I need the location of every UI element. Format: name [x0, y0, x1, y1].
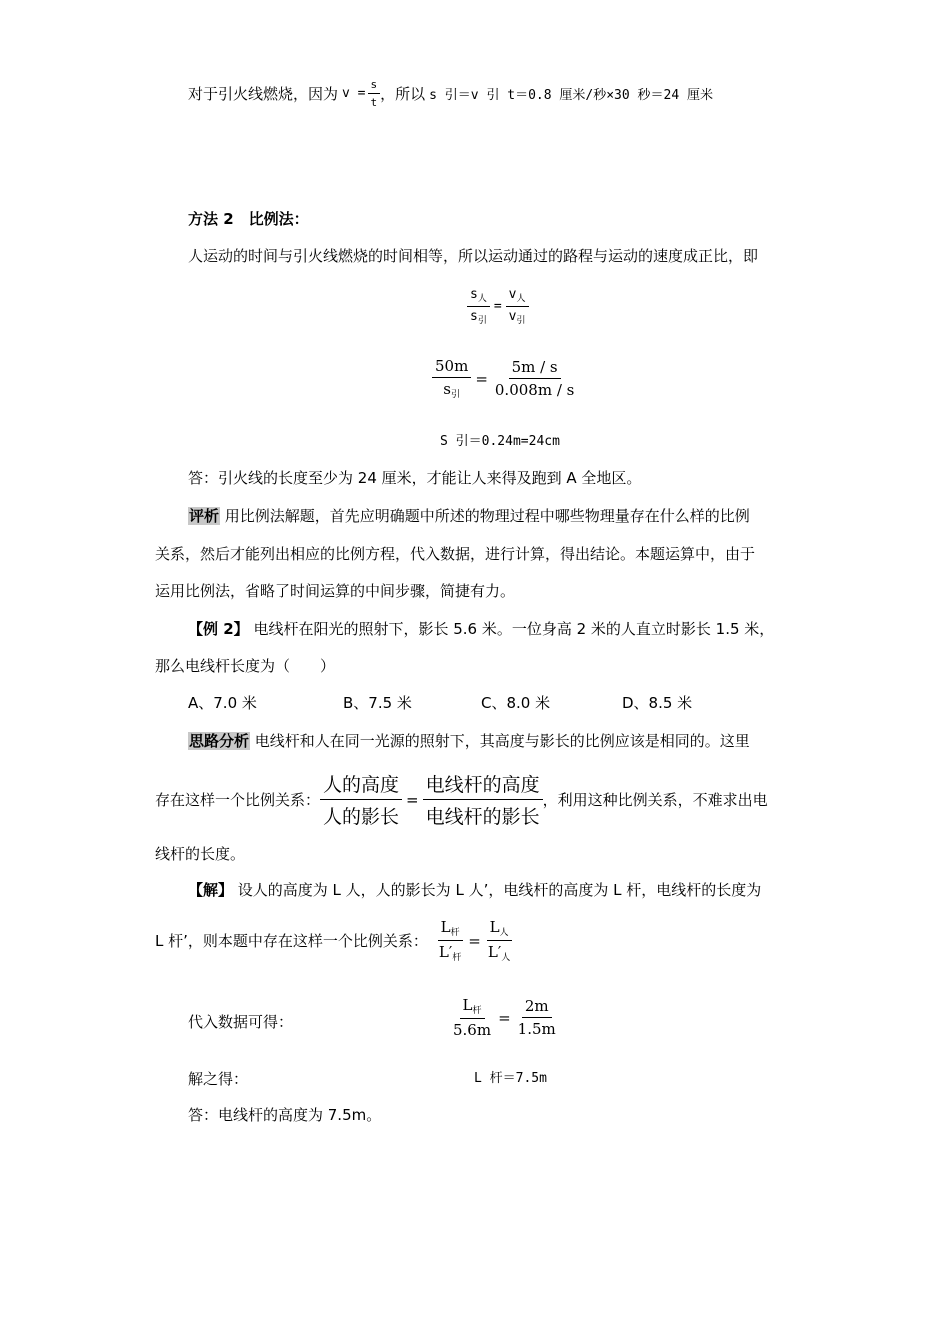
solution-tag: 【解】 [188, 881, 234, 899]
fraction-speed: $\frac{5m / s}{0.008m / s}$ [494, 358, 575, 399]
fraction-denominator: t [370, 96, 378, 109]
fraction-s-over-t [368, 78, 381, 109]
method2-heading: 方法 2 比例法： [188, 210, 309, 228]
equals-sign: = [468, 931, 481, 950]
substitute-label: 代入数据可得： [188, 1013, 294, 1031]
analysis-tag: 思路分析 [189, 732, 250, 750]
formula-ratio-1 [467, 287, 529, 326]
option-a: A、7.0 米 [188, 694, 257, 712]
comment-line-3: 运用比例法，省略了时间运算的中间步骤，简捷有力。 [155, 582, 516, 600]
line1-prefix: 对于引火线燃烧，因为 [188, 85, 339, 103]
method2-paragraph: 人运动的时间与引火线燃烧的时间相等，所以运动通过的路程与运动的速度成正比，即 [188, 247, 759, 265]
fraction-person-values: $\frac{2m}{1.5m}$ [517, 997, 556, 1038]
line1-formula: s 引＝v 引 t＝0.8 厘米/秒×30 秒＝24 厘米 [429, 88, 714, 103]
substitute-formula [450, 996, 559, 1039]
formula-ratio-2 [432, 357, 577, 400]
fraction-pole: $\frac{L_杆}{L'_杆}$ [438, 918, 462, 963]
method2-answer: 答：引火线的长度至少为 24 厘米，才能让人来得及跑到 A 全地区。 [188, 469, 642, 487]
line1-v-eq: v = [342, 86, 366, 101]
comment-tag: 评析 [189, 507, 220, 525]
option-c: C、8.0 米 [481, 694, 551, 712]
comment-line-1: 评析 用比例法解题，首先应明确题中所述的物理过程中哪些物理量存在什么样的比例 [189, 507, 750, 525]
example2-tag: 【例 2】 [188, 620, 249, 638]
example2-line-2: 那么电线杆长度为（ ） [155, 657, 336, 675]
solve-value: L 杆＝7.5m [474, 1071, 547, 1086]
analysis-line-1: 思路分析 电线杆和人在同一光源的照射下，其高度与影长的比例应该是相同的。这里 [189, 732, 750, 750]
fraction-v-ratio: $\frac{v_人}{v_引}$ [506, 287, 529, 326]
solution-line-2: L 杆’，则本题中存在这样一个比例关系： $\frac{L_杆}{L'_杆}$ = $\frac{L_人}{L'_人}$ [155, 918, 513, 963]
solution-formula [436, 918, 513, 963]
line1-suffix: ，所以 [380, 85, 426, 103]
fraction-numerator: s [368, 78, 381, 94]
fraction-person-ratio: $\frac{\text{人的高度}}{\text{人的影长}}$ [320, 770, 402, 829]
equals-sign: = [498, 1008, 511, 1027]
method2-result: S 引＝0.24m=24cm [440, 434, 560, 449]
option-d: D、8.5 米 [622, 694, 693, 712]
fraction-person: $\frac{L_人}{L'_人}$ [487, 918, 511, 963]
equals-sign: = [406, 790, 419, 809]
solution-answer: 答：电线杆的高度为 7.5m。 [188, 1106, 382, 1124]
line-fuse-burning [188, 78, 713, 109]
analysis-line-3: 线杆的长度。 [155, 845, 246, 863]
fraction-s-ratio: $\frac{s_人}{s_引}$ [467, 287, 490, 326]
fraction-distance: $\frac{50m}{s_引}$ [432, 357, 471, 400]
solution-line-1: 【解】 设人的高度为 L 人，人的影长为 L 人’，电线杆的高度为 L 杆，电线杆的长度为 [188, 881, 762, 899]
solve-label: 解之得： [188, 1070, 249, 1088]
fraction-pole-ratio: $\frac{\text{电线杆的高度}}{\text{电线杆的影长}}$ [423, 770, 543, 829]
equals-sign: = [493, 299, 502, 314]
equals-sign: = [475, 369, 488, 388]
fraction-pole-values: $\frac{L_杆}{5.6m}$ [453, 996, 492, 1039]
analysis-line-2: 存在这样一个比例关系： $\frac{\text{人的高度}}{\text{人的影长}}$ = $\frac{\text{电线杆的高度}}{\text{电线杆的影长}}$ ，利用这种比例关系，不难求出电 [155, 770, 768, 829]
option-b: B、7.5 米 [343, 694, 412, 712]
example2-line-1: 【例 2】 电线杆在阳光的照射下，影长 5.6 米。一位身高 2 米的人直立时影长 1.5 米， [188, 620, 775, 638]
comment-line-2: 关系，然后才能列出相应的比例方程，代入数据，进行计算，得出结论。本题运算中，由于 [155, 545, 756, 563]
